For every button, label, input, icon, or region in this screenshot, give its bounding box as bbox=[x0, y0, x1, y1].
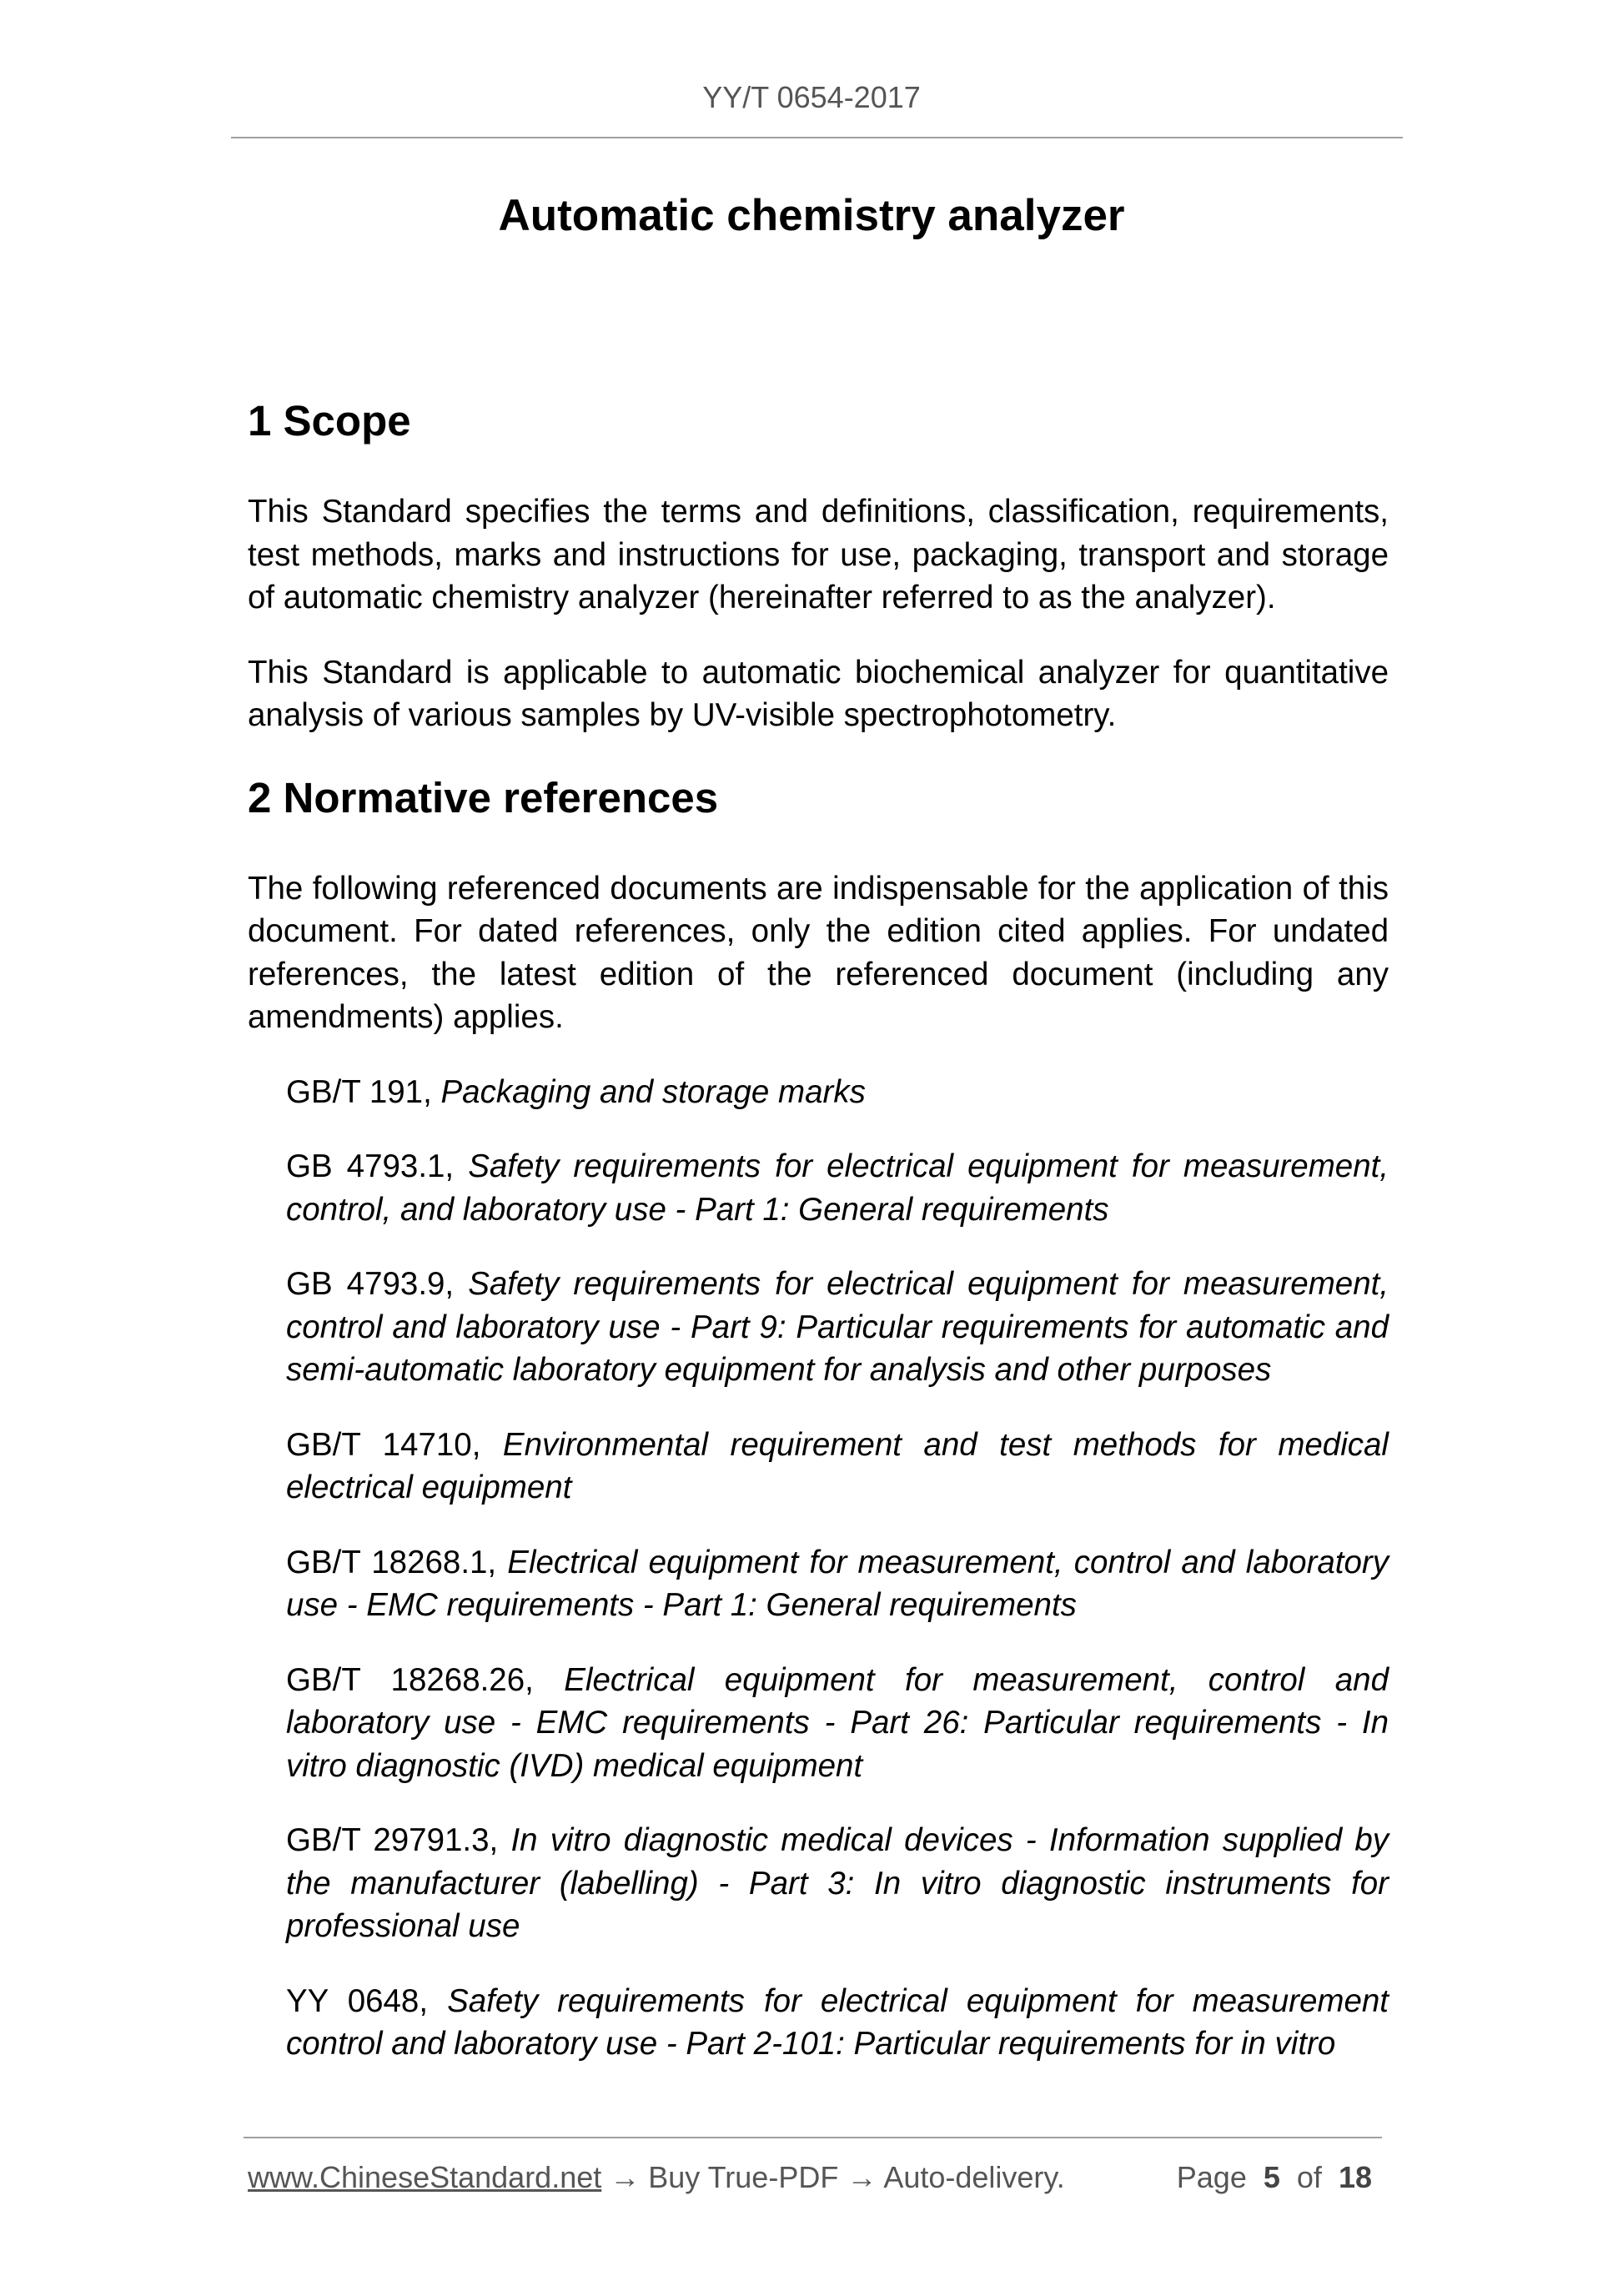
scope-paragraph: This Standard specifies the terms and definitions, classification, requirements, test methods, marks and instructions for use, packaging, transport and storage of automatic chemistry analyzer (hereinafter referred to as the analyzer). bbox=[248, 494, 1389, 615]
reference-item bbox=[286, 1145, 1389, 1231]
reference-title: Electrical equipment for measurement, control and laboratory use - EMC requirements - Part 26: Particular requirements - In vitro diagnostic (IVD) medical equipment bbox=[286, 1661, 1389, 1784]
reference-code: GB/T 18268.26, bbox=[286, 1661, 534, 1698]
reference-code: GB 4793.9, bbox=[286, 1266, 455, 1302]
footer-tagline: → Buy True-PDF → Auto-delivery. bbox=[601, 2160, 1065, 2194]
reference-item bbox=[286, 1980, 1389, 2066]
website-link[interactable]: www.ChineseStandard.net bbox=[248, 2160, 602, 2194]
footer-left bbox=[248, 2160, 1065, 2195]
page-total: 18 bbox=[1338, 2160, 1372, 2194]
reference-list bbox=[248, 1071, 1389, 2066]
page-number bbox=[1177, 2160, 1372, 2195]
reference-item bbox=[286, 1659, 1389, 1788]
reference-item bbox=[286, 1424, 1389, 1510]
reference-title: In vitro diagnostic medical devices - Information supplied by the manufacturer (labelling) - Part 3: In vitro diagnostic instruments for professional use bbox=[286, 1822, 1389, 1944]
document-title: Automatic chemistry analyzer bbox=[498, 191, 1125, 240]
page-current: 5 bbox=[1263, 2160, 1280, 2194]
reference-code: GB/T 18268.1, bbox=[286, 1544, 497, 1580]
reference-item bbox=[286, 1263, 1389, 1392]
reference-code: GB 4793.1, bbox=[286, 1148, 455, 1184]
section-heading-normative-references: 2 Normative references bbox=[248, 773, 719, 821]
reference-title: Safety requirements for electrical equipment for measurement, control and laboratory use - Part 9: Particular requirements for automatic and semi-automatic laboratory equipment for analysis and other purposes bbox=[286, 1266, 1389, 1388]
reference-code: YY 0648, bbox=[286, 1982, 429, 2019]
reference-code: GB/T 14710, bbox=[286, 1426, 481, 1463]
page-of-label: of bbox=[1296, 2160, 1322, 2194]
normative-intro-paragraph: The following referenced documents are indispensable for the application of this document. For dated references, only the edition cited applies. For undated references, the latest edition of the referenced document (including any amendments) applies. bbox=[248, 870, 1389, 1035]
reference-item bbox=[286, 1819, 1389, 1948]
reference-item bbox=[286, 1541, 1389, 1627]
footer-divider bbox=[244, 2137, 1382, 2138]
reference-code: GB/T 191, bbox=[286, 1073, 432, 1110]
reference-code: GB/T 29791.3, bbox=[286, 1822, 499, 1858]
reference-item bbox=[286, 1071, 1389, 1114]
section-heading-scope: 1 Scope bbox=[248, 397, 411, 445]
reference-title: Safety requirements for electrical equipment for measurement, control, and laboratory use - Part 1: General requirements bbox=[286, 1148, 1389, 1228]
reference-title: Safety requirements for electrical equipment for measurement control and laboratory use - Part 2-101: Particular requirements for in vitro bbox=[286, 1982, 1389, 2062]
reference-title: Packaging and storage marks bbox=[440, 1073, 866, 1110]
page-label: Page bbox=[1176, 2160, 1247, 2194]
reference-title: Electrical equipment for measurement, control and laboratory use - EMC requirements - Part 1: General requirements bbox=[286, 1544, 1389, 1623]
header-standard-code: YY/T 0654-2017 bbox=[702, 80, 921, 114]
document-body bbox=[248, 392, 1389, 2098]
scope-paragraph: This Standard is applicable to automatic biochemical analyzer for quantitative analysis of various samples by UV-visible spectrophotometry. bbox=[248, 654, 1389, 733]
reference-title: Environmental requirement and test methods for medical electrical equipment bbox=[286, 1426, 1389, 1505]
header-divider bbox=[231, 137, 1403, 138]
